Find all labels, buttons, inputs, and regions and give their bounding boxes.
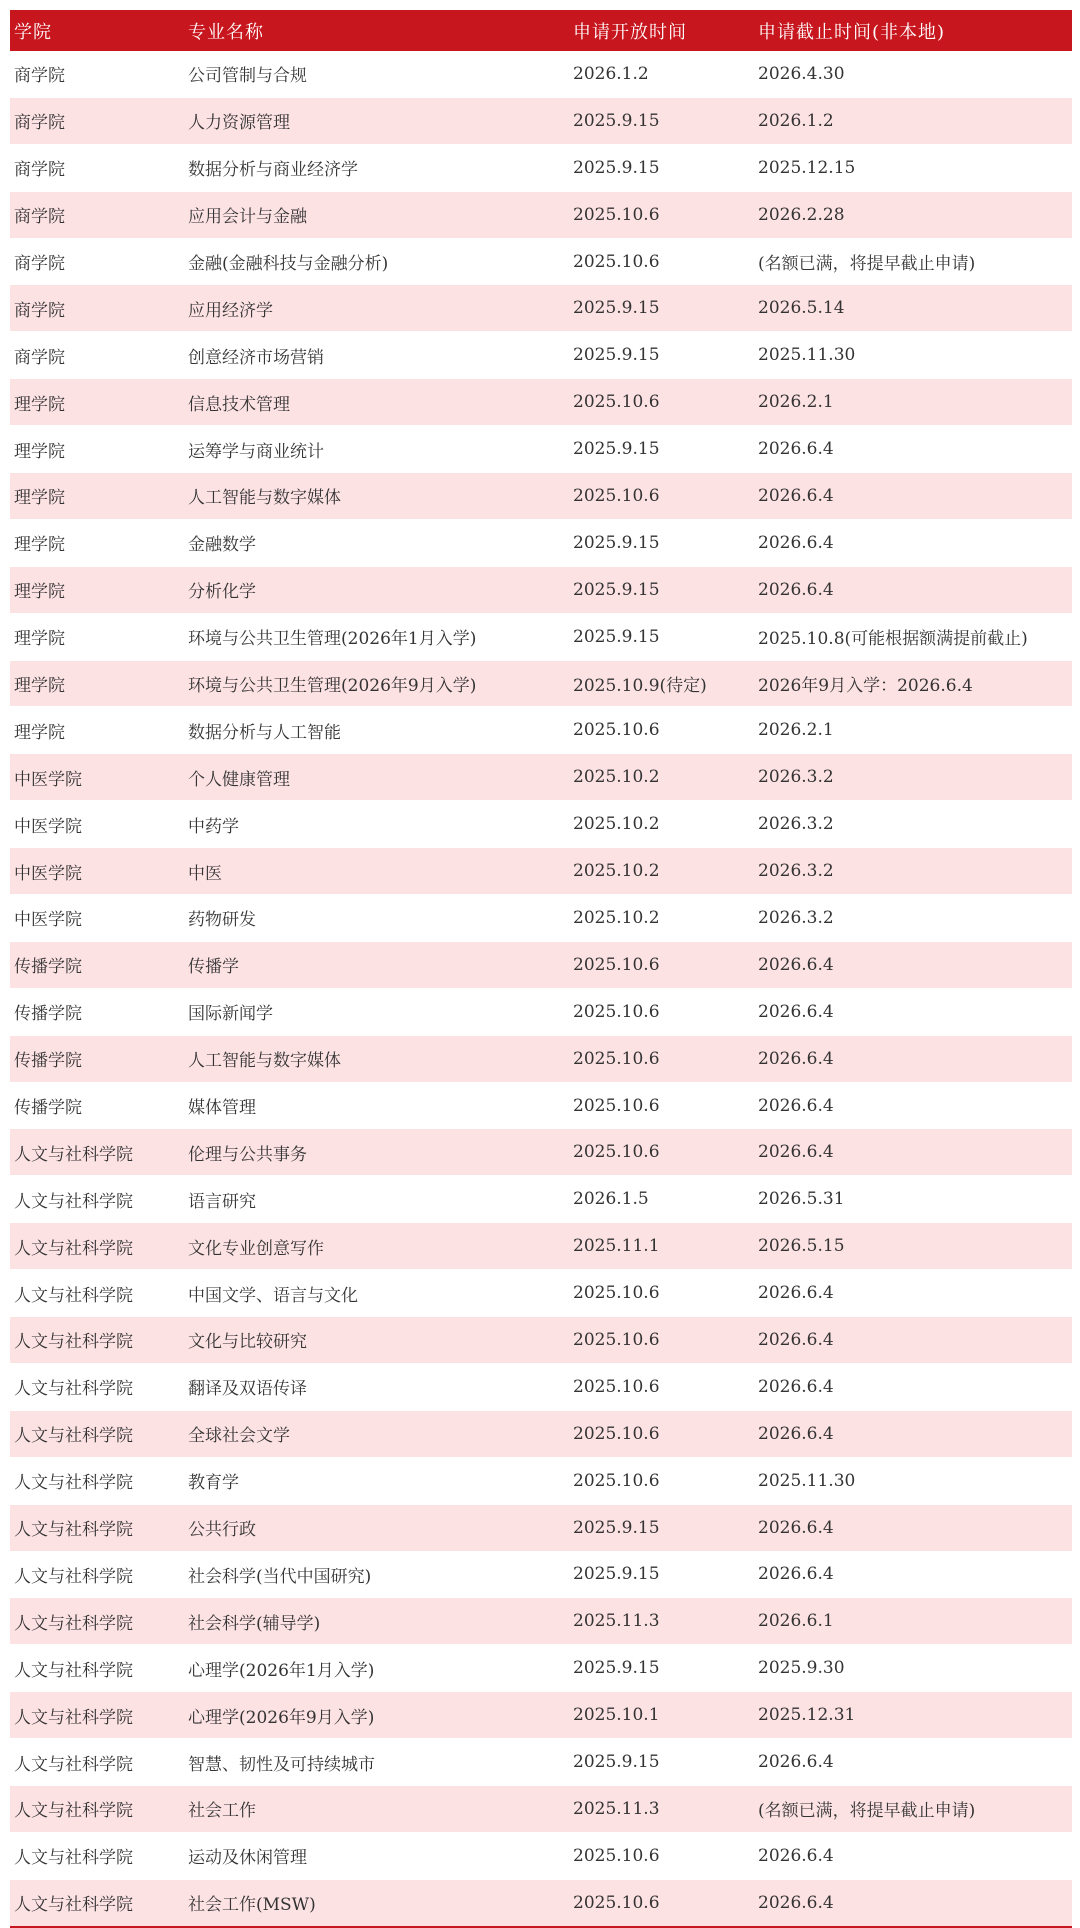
program-name-cell: 环境与公共卫生管理(2026年1月入学) bbox=[184, 613, 569, 660]
table-row bbox=[10, 519, 1072, 566]
program-name-cell: 数据分析与商业经济学 bbox=[184, 144, 569, 191]
table-row bbox=[10, 941, 1072, 988]
deadline-cell: 2026.6.4 bbox=[754, 1410, 1072, 1457]
program-name-cell: 媒体管理 bbox=[184, 1082, 569, 1129]
deadline-cell: 2026.6.4 bbox=[754, 566, 1072, 613]
table-row bbox=[10, 1270, 1072, 1317]
open-date-cell: 2025.9.15 bbox=[569, 566, 754, 613]
college-cell: 理学院 bbox=[10, 660, 184, 707]
deadline-cell: 2026.4.30 bbox=[754, 51, 1072, 97]
college-cell: 商学院 bbox=[10, 51, 184, 97]
open-date-cell: 2025.10.2 bbox=[569, 801, 754, 848]
table-row bbox=[10, 1082, 1072, 1129]
program-name-cell: 分析化学 bbox=[184, 566, 569, 613]
open-date-cell: 2025.10.6 bbox=[569, 988, 754, 1035]
open-date-cell: 2025.10.6 bbox=[569, 473, 754, 520]
table-row bbox=[10, 1457, 1072, 1504]
open-date-cell: 2025.9.15 bbox=[569, 285, 754, 332]
header-program-name: 专业名称 bbox=[184, 10, 569, 51]
deadline-cell: 2026.5.15 bbox=[754, 1223, 1072, 1270]
program-name-cell: 运动及休闲管理 bbox=[184, 1832, 569, 1879]
open-date-cell: 2025.11.3 bbox=[569, 1785, 754, 1832]
deadline-cell: 2026年9月入学：2026.6.4 bbox=[754, 660, 1072, 707]
open-date-cell: 2025.10.6 bbox=[569, 1035, 754, 1082]
college-cell: 人文与社科学院 bbox=[10, 1363, 184, 1410]
program-name-cell: 人工智能与数字媒体 bbox=[184, 473, 569, 520]
program-name-cell: 个人健康管理 bbox=[184, 754, 569, 801]
open-date-cell: 2025.9.15 bbox=[569, 1739, 754, 1786]
deadline-cell: 2026.3.2 bbox=[754, 895, 1072, 942]
table-row bbox=[10, 51, 1072, 97]
table-row bbox=[10, 379, 1072, 426]
program-name-cell: 翻译及双语传译 bbox=[184, 1363, 569, 1410]
table-row bbox=[10, 285, 1072, 332]
open-date-cell: 2025.10.6 bbox=[569, 191, 754, 238]
open-date-cell: 2025.10.6 bbox=[569, 1457, 754, 1504]
open-date-cell: 2025.9.15 bbox=[569, 1551, 754, 1598]
program-name-cell: 环境与公共卫生管理(2026年9月入学) bbox=[184, 660, 569, 707]
deadline-cell: 2026.2.28 bbox=[754, 191, 1072, 238]
college-cell: 人文与社科学院 bbox=[10, 1223, 184, 1270]
table-header bbox=[10, 10, 1072, 51]
open-date-cell: 2025.10.6 bbox=[569, 1363, 754, 1410]
open-date-cell: 2025.9.15 bbox=[569, 97, 754, 144]
program-name-cell: 文化与比较研究 bbox=[184, 1317, 569, 1364]
program-name-cell: 社会工作 bbox=[184, 1785, 569, 1832]
program-name-cell: 数据分析与人工智能 bbox=[184, 707, 569, 754]
table-row bbox=[10, 1645, 1072, 1692]
college-cell: 理学院 bbox=[10, 519, 184, 566]
deadline-cell: 2025.9.30 bbox=[754, 1645, 1072, 1692]
college-cell: 中医学院 bbox=[10, 801, 184, 848]
table-row bbox=[10, 1739, 1072, 1786]
college-cell: 理学院 bbox=[10, 566, 184, 613]
college-cell: 理学院 bbox=[10, 613, 184, 660]
table-row bbox=[10, 426, 1072, 473]
program-name-cell: 应用会计与金融 bbox=[184, 191, 569, 238]
college-cell: 人文与社科学院 bbox=[10, 1317, 184, 1364]
deadline-cell: 2026.3.2 bbox=[754, 801, 1072, 848]
open-date-cell: 2025.10.2 bbox=[569, 895, 754, 942]
table-row bbox=[10, 660, 1072, 707]
college-cell: 商学院 bbox=[10, 332, 184, 379]
programs-table bbox=[10, 10, 1072, 1928]
deadline-cell: 2026.6.4 bbox=[754, 473, 1072, 520]
header-open-date: 申请开放时间 bbox=[569, 10, 754, 51]
open-date-cell: 2025.9.15 bbox=[569, 613, 754, 660]
program-name-cell: 伦理与公共事务 bbox=[184, 1129, 569, 1176]
college-cell: 中医学院 bbox=[10, 895, 184, 942]
table-row bbox=[10, 1832, 1072, 1879]
program-name-cell: 公司管制与合规 bbox=[184, 51, 569, 97]
table-row bbox=[10, 238, 1072, 285]
deadline-cell: 2026.5.31 bbox=[754, 1176, 1072, 1223]
deadline-cell: 2025.11.30 bbox=[754, 1457, 1072, 1504]
deadline-cell: 2026.6.4 bbox=[754, 1129, 1072, 1176]
open-date-cell: 2025.10.6 bbox=[569, 379, 754, 426]
table-row bbox=[10, 332, 1072, 379]
table-body bbox=[10, 51, 1072, 1927]
open-date-cell: 2025.9.15 bbox=[569, 519, 754, 566]
program-name-cell: 人力资源管理 bbox=[184, 97, 569, 144]
college-cell: 理学院 bbox=[10, 707, 184, 754]
table-row bbox=[10, 801, 1072, 848]
deadline-cell: 2025.12.15 bbox=[754, 144, 1072, 191]
college-cell: 人文与社科学院 bbox=[10, 1739, 184, 1786]
table-row bbox=[10, 191, 1072, 238]
table-row bbox=[10, 613, 1072, 660]
program-name-cell: 公共行政 bbox=[184, 1504, 569, 1551]
deadline-cell: 2025.10.8(可能根据额满提前截止) bbox=[754, 613, 1072, 660]
open-date-cell: 2025.9.15 bbox=[569, 1504, 754, 1551]
college-cell: 人文与社科学院 bbox=[10, 1692, 184, 1739]
college-cell: 中医学院 bbox=[10, 754, 184, 801]
table-row bbox=[10, 1363, 1072, 1410]
deadline-cell: 2026.6.4 bbox=[754, 426, 1072, 473]
program-name-cell: 中医 bbox=[184, 848, 569, 895]
college-cell: 人文与社科学院 bbox=[10, 1785, 184, 1832]
table-row bbox=[10, 1879, 1072, 1926]
open-date-cell: 2025.11.1 bbox=[569, 1223, 754, 1270]
college-cell: 传播学院 bbox=[10, 941, 184, 988]
deadline-cell: 2026.1.2 bbox=[754, 97, 1072, 144]
college-cell: 商学院 bbox=[10, 238, 184, 285]
open-date-cell: 2025.10.6 bbox=[569, 1317, 754, 1364]
program-name-cell: 心理学(2026年9月入学) bbox=[184, 1692, 569, 1739]
table-row bbox=[10, 754, 1072, 801]
open-date-cell: 2025.10.6 bbox=[569, 1270, 754, 1317]
open-date-cell: 2025.10.6 bbox=[569, 1082, 754, 1129]
deadline-cell: 2026.6.4 bbox=[754, 1035, 1072, 1082]
deadline-cell: 2026.6.1 bbox=[754, 1598, 1072, 1645]
table-row bbox=[10, 1551, 1072, 1598]
open-date-cell: 2025.9.15 bbox=[569, 426, 754, 473]
program-name-cell: 人工智能与数字媒体 bbox=[184, 1035, 569, 1082]
deadline-cell: 2025.11.30 bbox=[754, 332, 1072, 379]
program-name-cell: 心理学(2026年1月入学) bbox=[184, 1645, 569, 1692]
program-name-cell: 智慧、韧性及可持续城市 bbox=[184, 1739, 569, 1786]
table-row bbox=[10, 1692, 1072, 1739]
deadline-cell: 2026.6.4 bbox=[754, 941, 1072, 988]
program-name-cell: 国际新闻学 bbox=[184, 988, 569, 1035]
open-date-cell: 2025.10.2 bbox=[569, 754, 754, 801]
open-date-cell: 2026.1.5 bbox=[569, 1176, 754, 1223]
deadline-cell: 2026.6.4 bbox=[754, 1879, 1072, 1926]
college-cell: 中医学院 bbox=[10, 848, 184, 895]
deadline-cell: 2026.3.2 bbox=[754, 754, 1072, 801]
college-cell: 人文与社科学院 bbox=[10, 1879, 184, 1926]
deadline-cell: 2026.6.4 bbox=[754, 1504, 1072, 1551]
table-row bbox=[10, 144, 1072, 191]
college-cell: 人文与社科学院 bbox=[10, 1598, 184, 1645]
college-cell: 人文与社科学院 bbox=[10, 1457, 184, 1504]
college-cell: 人文与社科学院 bbox=[10, 1504, 184, 1551]
college-cell: 传播学院 bbox=[10, 1035, 184, 1082]
college-cell: 人文与社科学院 bbox=[10, 1832, 184, 1879]
open-date-cell: 2025.10.6 bbox=[569, 1879, 754, 1926]
deadline-cell: 2026.6.4 bbox=[754, 1551, 1072, 1598]
table-row bbox=[10, 848, 1072, 895]
program-name-cell: 社会科学(当代中国研究) bbox=[184, 1551, 569, 1598]
college-cell: 理学院 bbox=[10, 473, 184, 520]
open-date-cell: 2025.10.1 bbox=[569, 1692, 754, 1739]
program-name-cell: 语言研究 bbox=[184, 1176, 569, 1223]
table-row bbox=[10, 1410, 1072, 1457]
program-name-cell: 信息技术管理 bbox=[184, 379, 569, 426]
program-name-cell: 传播学 bbox=[184, 941, 569, 988]
table-row bbox=[10, 1129, 1072, 1176]
deadline-cell: 2026.2.1 bbox=[754, 379, 1072, 426]
table-row bbox=[10, 97, 1072, 144]
program-name-cell: 社会工作(MSW) bbox=[184, 1879, 569, 1926]
deadline-cell: 2026.2.1 bbox=[754, 707, 1072, 754]
open-date-cell: 2025.10.6 bbox=[569, 707, 754, 754]
college-cell: 人文与社科学院 bbox=[10, 1176, 184, 1223]
program-name-cell: 社会科学(辅导学) bbox=[184, 1598, 569, 1645]
deadline-cell: 2026.6.4 bbox=[754, 519, 1072, 566]
program-name-cell: 全球社会文学 bbox=[184, 1410, 569, 1457]
program-name-cell: 金融(金融科技与金融分析) bbox=[184, 238, 569, 285]
open-date-cell: 2025.10.2 bbox=[569, 848, 754, 895]
table-row bbox=[10, 988, 1072, 1035]
college-cell: 商学院 bbox=[10, 285, 184, 332]
college-cell: 理学院 bbox=[10, 426, 184, 473]
table-row bbox=[10, 1176, 1072, 1223]
deadline-cell: (名额已满，将提早截止申请) bbox=[754, 238, 1072, 285]
header-college: 学院 bbox=[10, 10, 184, 51]
program-name-cell: 创意经济市场营销 bbox=[184, 332, 569, 379]
college-cell: 传播学院 bbox=[10, 1082, 184, 1129]
deadline-cell: 2026.6.4 bbox=[754, 1317, 1072, 1364]
deadline-cell: 2026.6.4 bbox=[754, 1739, 1072, 1786]
college-cell: 理学院 bbox=[10, 379, 184, 426]
deadline-cell: (名额已满，将提早截止申请) bbox=[754, 1785, 1072, 1832]
open-date-cell: 2025.10.6 bbox=[569, 1832, 754, 1879]
program-name-cell: 中国文学、语言与文化 bbox=[184, 1270, 569, 1317]
open-date-cell: 2025.9.15 bbox=[569, 1645, 754, 1692]
open-date-cell: 2025.10.6 bbox=[569, 1410, 754, 1457]
program-name-cell: 金融数学 bbox=[184, 519, 569, 566]
open-date-cell: 2026.1.2 bbox=[569, 51, 754, 97]
open-date-cell: 2025.11.3 bbox=[569, 1598, 754, 1645]
table-row bbox=[10, 1223, 1072, 1270]
open-date-cell: 2025.9.15 bbox=[569, 332, 754, 379]
deadline-cell: 2026.6.4 bbox=[754, 1832, 1072, 1879]
open-date-cell: 2025.9.15 bbox=[569, 144, 754, 191]
table-row bbox=[10, 895, 1072, 942]
programs-table-container bbox=[10, 10, 1072, 1928]
deadline-cell: 2026.5.14 bbox=[754, 285, 1072, 332]
college-cell: 商学院 bbox=[10, 97, 184, 144]
program-name-cell: 文化专业创意写作 bbox=[184, 1223, 569, 1270]
header-deadline: 申请截止时间(非本地) bbox=[754, 10, 1072, 51]
college-cell: 人文与社科学院 bbox=[10, 1129, 184, 1176]
table-row bbox=[10, 566, 1072, 613]
program-name-cell: 中药学 bbox=[184, 801, 569, 848]
header-row bbox=[10, 10, 1072, 51]
table-row bbox=[10, 707, 1072, 754]
college-cell: 人文与社科学院 bbox=[10, 1270, 184, 1317]
table-row bbox=[10, 1598, 1072, 1645]
table-row bbox=[10, 1785, 1072, 1832]
program-name-cell: 运筹学与商业统计 bbox=[184, 426, 569, 473]
deadline-cell: 2026.6.4 bbox=[754, 988, 1072, 1035]
college-cell: 商学院 bbox=[10, 191, 184, 238]
college-cell: 传播学院 bbox=[10, 988, 184, 1035]
open-date-cell: 2025.10.6 bbox=[569, 238, 754, 285]
college-cell: 商学院 bbox=[10, 144, 184, 191]
deadline-cell: 2026.3.2 bbox=[754, 848, 1072, 895]
open-date-cell: 2025.10.6 bbox=[569, 1129, 754, 1176]
college-cell: 人文与社科学院 bbox=[10, 1645, 184, 1692]
deadline-cell: 2025.12.31 bbox=[754, 1692, 1072, 1739]
open-date-cell: 2025.10.9(待定) bbox=[569, 660, 754, 707]
program-name-cell: 药物研发 bbox=[184, 895, 569, 942]
table-row bbox=[10, 1035, 1072, 1082]
table-row bbox=[10, 1504, 1072, 1551]
table-row bbox=[10, 1317, 1072, 1364]
open-date-cell: 2025.10.6 bbox=[569, 941, 754, 988]
table-row bbox=[10, 473, 1072, 520]
college-cell: 人文与社科学院 bbox=[10, 1410, 184, 1457]
deadline-cell: 2026.6.4 bbox=[754, 1270, 1072, 1317]
deadline-cell: 2026.6.4 bbox=[754, 1082, 1072, 1129]
deadline-cell: 2026.6.4 bbox=[754, 1363, 1072, 1410]
program-name-cell: 教育学 bbox=[184, 1457, 569, 1504]
program-name-cell: 应用经济学 bbox=[184, 285, 569, 332]
college-cell: 人文与社科学院 bbox=[10, 1551, 184, 1598]
